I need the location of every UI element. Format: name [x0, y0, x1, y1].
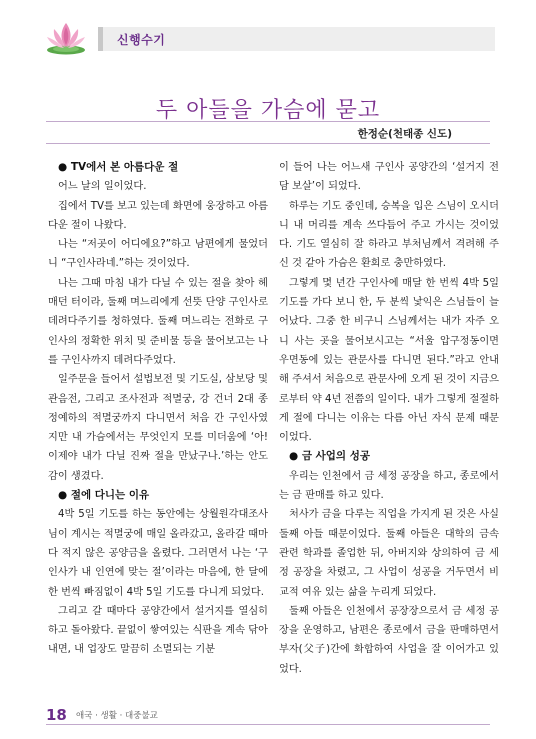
- paragraph: 그렇게 몇 년간 구인사에 매달 한 번씩 4박 5일 기도를 가다 보니 한, 두 분씩 낯익은 스님들이 늘어났다. 그중 한 비구니 스님께서는 내가 자주 오니 사는 곳을 물어보시고는 “서울 압구정동이면 우면동에 있는 관문사를 다니면 된다.”라고 안내해 주셔서 처음으로 관문사에 오게 된 것이 지금으로부터 약 4년 전쯤의 일이다. 내가 그렇게 절절하게 절에 다니는 이유는 다름 아닌 자식 문제 때문이었다.: [279, 277, 499, 444]
- page-footer: [46, 705, 158, 724]
- title-divider: [46, 121, 490, 122]
- author-byline: 한정순(천태종 신도): [357, 128, 452, 140]
- section-heading: ● 절에 다니는 이유: [48, 486, 268, 505]
- paragraph: 우리는 인천에서 금 세정 공장을 하고, 종로에서는 금 판매를 하고 있다.: [279, 470, 499, 502]
- publication-name: 애국 · 생활 · 대중불교: [75, 711, 158, 721]
- paragraph: 나는 그때 마침 내가 다닐 수 있는 절을 찾아 헤매던 터이라, 둘째 며느리에게 선뜻 단양 구인사로 데려다주기를 청하였다. 둘째 며느리는 전화로 구인사의 정확한 위치 및 준비물 등을 물어보고는 나를 구인사까지 데려다주었다.: [48, 277, 268, 366]
- page-number: 18: [46, 706, 67, 724]
- paragraph: 4박 5일 기도를 하는 동안에는 상월원각대조사님이 계시는 적멸궁에 매일 올라갔고, 올라갈 때마다 적지 않은 공양금을 올렸다. 그러면서 나는 ‘구인사가 내 인연에 맞는 절’이라는 마음에, 한 달에 한 번씩 빠짐없이 4박 5일 기도를 다니게 되었다.: [48, 509, 268, 598]
- section-tab: [98, 27, 495, 51]
- left-column: [48, 158, 268, 660]
- paragraph: 그리고 갈 때마다 공양간에서 설거지를 열심히 하고 돌아왔다. 끝없이 쌓여있는 식판을 계속 닦아내면, 내 업장도 말끔히 소멸되는 기분: [48, 605, 268, 656]
- paragraph: 처사가 금을 다루는 직업을 가지게 된 것은 사실 둘째 아들 때문이었다. 둘째 아들은 대학의 금속 관련 학과를 졸업한 뒤, 아버지와 상의하여 금 세정 공장을 차렸고, 그 사업이 성공을 거두면서 비교적 여유 있는 삶을 누리게 되었다.: [279, 509, 499, 598]
- right-column: [279, 158, 499, 679]
- paragraph: 둘째 아들은 인천에서 공장장으로서 금 세정 공장을 운영하고, 남편은 종로에서 금을 판매하면서 부자(父子)간에 화합하여 사업을 잘 이어가고 있었다.: [279, 605, 499, 675]
- byline-divider: [46, 143, 490, 144]
- section-label: 신행수기: [117, 33, 166, 47]
- paragraph: 이 들어 나는 어느새 구인사 공양간의 ‘설거지 전담 보살’이 되었다.: [279, 162, 499, 193]
- paragraph: 나는 “저곳이 어디에요?”하고 남편에게 물었더니 “구인사라네.”하는 것이었다.: [48, 239, 268, 270]
- article-title: 두 아들을 가슴에 묻고: [155, 98, 381, 123]
- lotus-icon: [44, 19, 88, 55]
- section-heading: ● TV에서 본 아름다운 절: [48, 158, 268, 177]
- section-heading: ● 금 사업의 성공: [279, 447, 499, 466]
- paragraph: 집에서 TV를 보고 있는데 화면에 웅장하고 아름다운 절이 나왔다.: [48, 200, 268, 231]
- paragraph: 일주문을 들어서 설법보전 및 기도실, 삼보당 및 관음전, 그리고 조사전과 적멸궁, 강 건너 2대 종정예하의 적멸궁까지 다니면서 처음 간 구인사였지만 내 가슴에서는 무엇인지 모를 미더움에 ‘아! 이제야 내가 다닐 진짜 절을 만났구나.’하는 안도감이 생겼다.: [48, 374, 268, 482]
- paragraph: 하루는 기도 중인데, 승복을 입은 스님이 오시더니 내 머리를 계속 쓰다듬어 주고 가시는 것이었다. 기도 열심히 잘 하라고 부처님께서 격려해 주신 것 같아 가슴은 환희로 충만하였다.: [279, 200, 499, 270]
- paragraph: 어느 날의 일이었다.: [58, 181, 147, 193]
- footer-divider: [46, 724, 490, 725]
